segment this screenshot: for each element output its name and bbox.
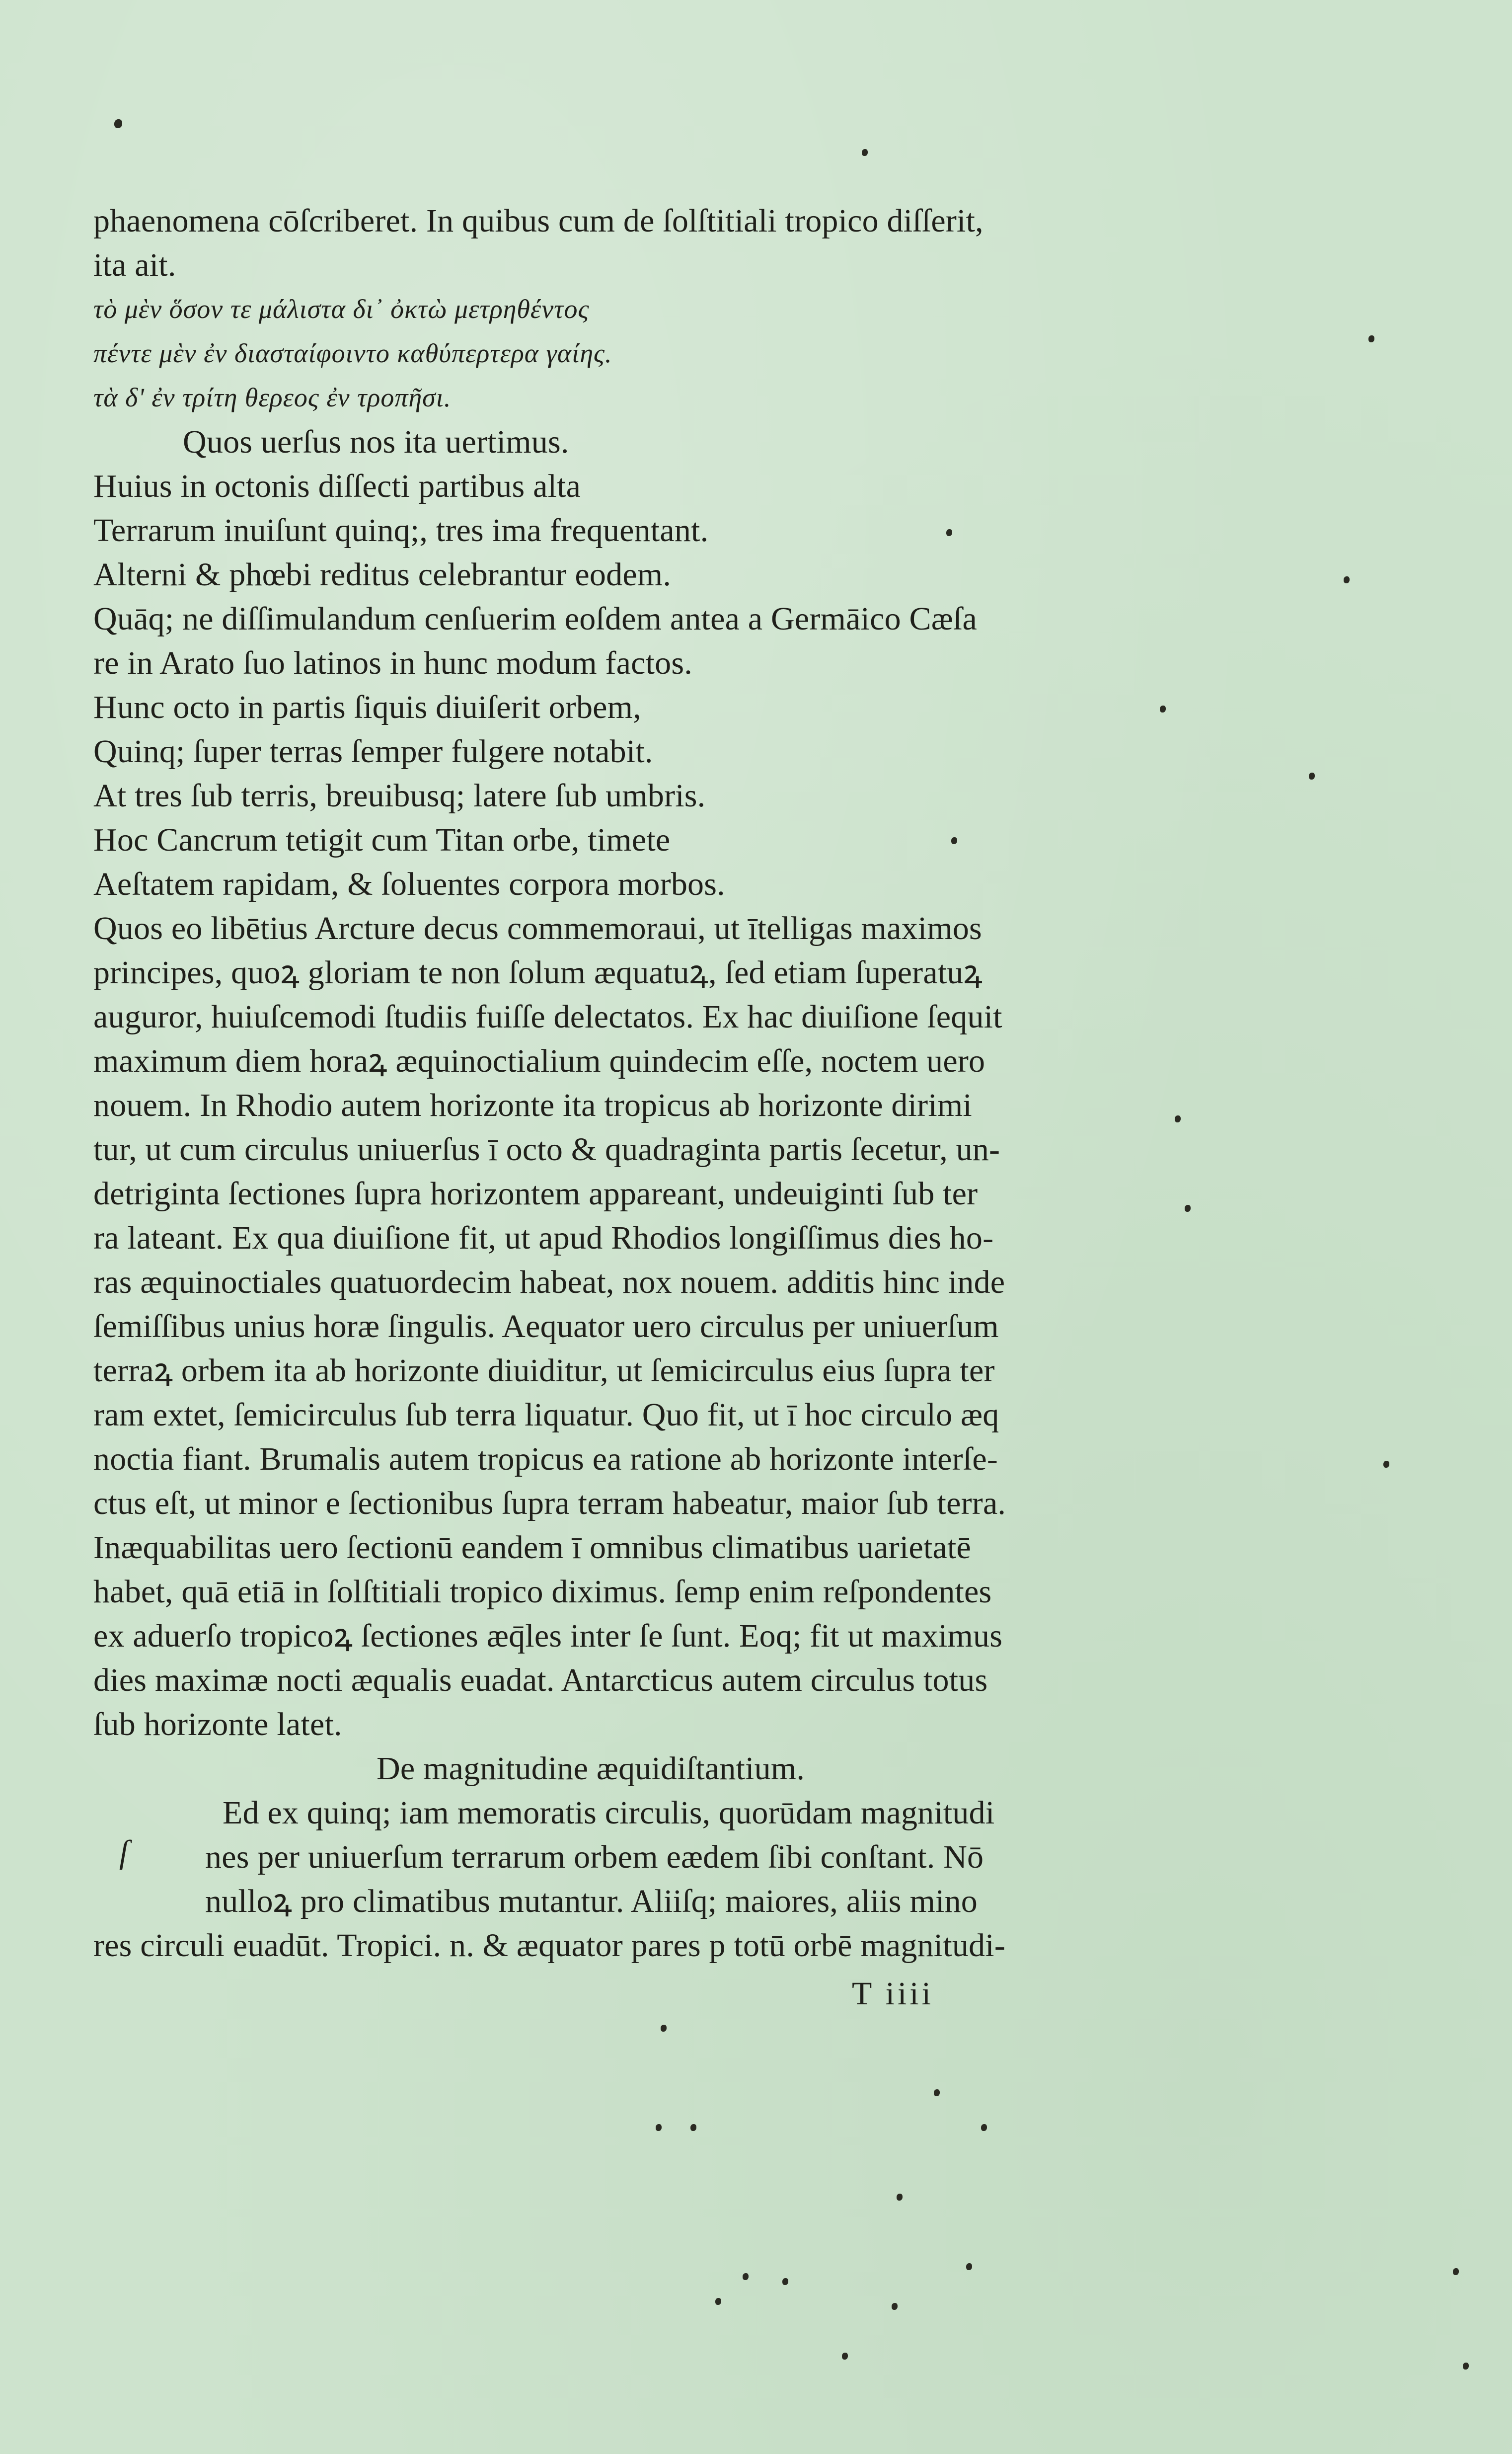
ink-speck — [1309, 773, 1315, 780]
text-line: ram extet, ſemicirculus ſub terra liquatur. Quo fit, ut ī hoc circulo æq — [93, 1397, 999, 1433]
latin-verse-line: Hunc octo in partis ſiquis diuiſerit orbem, — [93, 689, 641, 725]
latin-verse-line: Alterni & phœbi reditus celebrantur eodem. — [93, 556, 672, 593]
section-heading: De magnitudine æquidiſtantium. — [377, 1750, 805, 1787]
ink-speck — [1344, 576, 1350, 583]
text-line: re in Arato ſuo latinos in hunc modum factos. — [93, 645, 692, 681]
text-line: auguror, huiuſcemodi ſtudiis fuiſſe delectatos. Ex hac diuiſione ſequit — [93, 999, 1002, 1035]
latin-verse-line: Aeſtatem rapidam, & ſoluentes corpora morbos. — [93, 866, 725, 902]
ink-speck — [1160, 706, 1166, 712]
ink-speck — [1175, 1115, 1181, 1122]
ink-speck — [782, 2278, 788, 2285]
text-line: principes, quoꝝ gloriam te non ſolum æquatuꝝ, ſed etiam ſuperatuꝝ — [93, 954, 983, 991]
text-line: Quos eo libētius Arcture decus commemoraui, ut ītelligas maximos — [93, 910, 982, 947]
ink-speck — [842, 2353, 848, 2360]
ink-speck — [690, 2124, 696, 2131]
ink-speck — [934, 2089, 940, 2096]
text-line: nulloꝝ pro climatibus mutantur. Aliiſq; maiores, aliis mino — [205, 1883, 978, 1919]
ink-speck — [743, 2273, 749, 2280]
greek-verse-line: τὰ δ' ἐν τρίτη θερεος ἐν τροπῆσι. — [93, 383, 452, 412]
ink-speck — [946, 529, 952, 536]
signature-mark: T iiii — [852, 1976, 934, 2012]
latin-verse-line: Hoc Cancrum tetigit cum Titan orbe, timete — [93, 822, 671, 858]
ink-speck — [656, 2124, 662, 2131]
text-line: Quāq; ne diſſimulandum cenſuerim eoſdem antea a Germāico Cæſa — [93, 601, 977, 637]
text-line: noctia fiant. Brumalis autem tropicus ea ratione ab horizonte interſe- — [93, 1441, 998, 1477]
text-line: ſemiſſibus unius horæ ſingulis. Aequator uero circulus per uniuerſum — [93, 1308, 999, 1345]
ink-speck — [1383, 1461, 1389, 1468]
text-line: ſub horizonte latet. — [93, 1706, 342, 1742]
text-line: terraꝝ orbem ita ab horizonte diuiditur, ut ſemicirculus eius ſupra ter — [93, 1352, 995, 1389]
ink-speck — [951, 837, 957, 844]
ink-speck — [892, 2303, 898, 2310]
text-line: Quos uerſus nos ita uertimus. — [183, 424, 569, 460]
text-line: ctus eſt, ut minor e ſectionibus ſupra terram habeatur, maior ſub terra. — [93, 1485, 1006, 1521]
text-line: ex aduerſo tropicoꝝ ſectiones æq̄les inter ſe ſunt. Eoq; fit ut maximus — [93, 1618, 1003, 1654]
ink-speck — [1185, 1205, 1191, 1212]
ink-speck — [1453, 2268, 1459, 2275]
text-line: detriginta ſectiones ſupra horizontem appareant, undeuiginti ſub ter — [93, 1176, 978, 1212]
ink-speck — [1463, 2363, 1469, 2370]
latin-verse-line: Terrarum inuiſunt quinq;, tres ima frequentant. — [93, 512, 709, 549]
marginal-letter: ſ — [119, 1834, 129, 1870]
latin-verse-line: Quinq; ſuper terras ſemper fulgere notabit. — [93, 733, 653, 770]
ink-speck — [1368, 335, 1374, 342]
ink-speck — [981, 2124, 987, 2131]
text-line: dies maximæ nocti æqualis euadat. Antarcticus autem circulus totus — [93, 1662, 988, 1698]
ink-speck — [114, 119, 122, 128]
ink-speck — [862, 149, 868, 156]
ink-speck — [897, 2194, 903, 2201]
text-line: res circuli euadūt. Tropici. n. & æquator pares p totū orbē magnitudi- — [93, 1927, 1005, 1964]
text-line: ra lateant. Ex qua diuiſione fit, ut apud Rhodios longiſſimus dies ho- — [93, 1220, 994, 1256]
latin-verse-line: At tres ſub terris, breuibusq; latere ſub umbris. — [93, 778, 706, 814]
text-line: tur, ut cum circulus uniuerſus ī octo & quadraginta partis ſecetur, un- — [93, 1131, 1000, 1168]
text-line: Inæquabilitas uero ſectionū eandem ī omnibus climatibus uarietatē — [93, 1529, 972, 1566]
greek-verse-line: πέντε μὲν ἐν διασταίφοιντο καθύπερτερα γαίης. — [93, 338, 612, 368]
greek-verse-line: τὸ μὲν ὅσον τε μάλιστα δι᾿ ὀκτὼ μετρηθέντος — [93, 294, 590, 324]
text-line: nouem. In Rhodio autem horizonte ita tropicus ab horizonte dirimi — [93, 1087, 972, 1123]
text-line: habet, quā etiā in ſolſtitiali tropico diximus. ſemp enim reſpondentes — [93, 1574, 992, 1610]
body-text — [93, 199, 1112, 1968]
text-line: phaenomena cōſcriberet. In quibus cum de ſolſtitiali tropico diſſerit, — [93, 203, 983, 239]
ink-speck — [966, 2263, 972, 2270]
latin-verse-line: Huius in octonis diſſecti partibus alta — [93, 468, 581, 504]
ink-speck — [715, 2298, 721, 2305]
text-line: nes per uniuerſum terrarum orbem eædem ſibi conſtant. Nō — [205, 1839, 984, 1875]
text-line: ras æquinoctiales quatuordecim habeat, nox nouem. additis hinc inde — [93, 1264, 1005, 1300]
text-line: maximum diem horaꝝ æquinoctialium quindecim eſſe, noctem uero — [93, 1043, 985, 1079]
text-line: Ed ex quinq; iam memoratis circulis, quorūdam magnitudi — [223, 1795, 995, 1831]
text-line: ita ait. — [93, 247, 176, 283]
ink-speck — [661, 2025, 667, 2032]
